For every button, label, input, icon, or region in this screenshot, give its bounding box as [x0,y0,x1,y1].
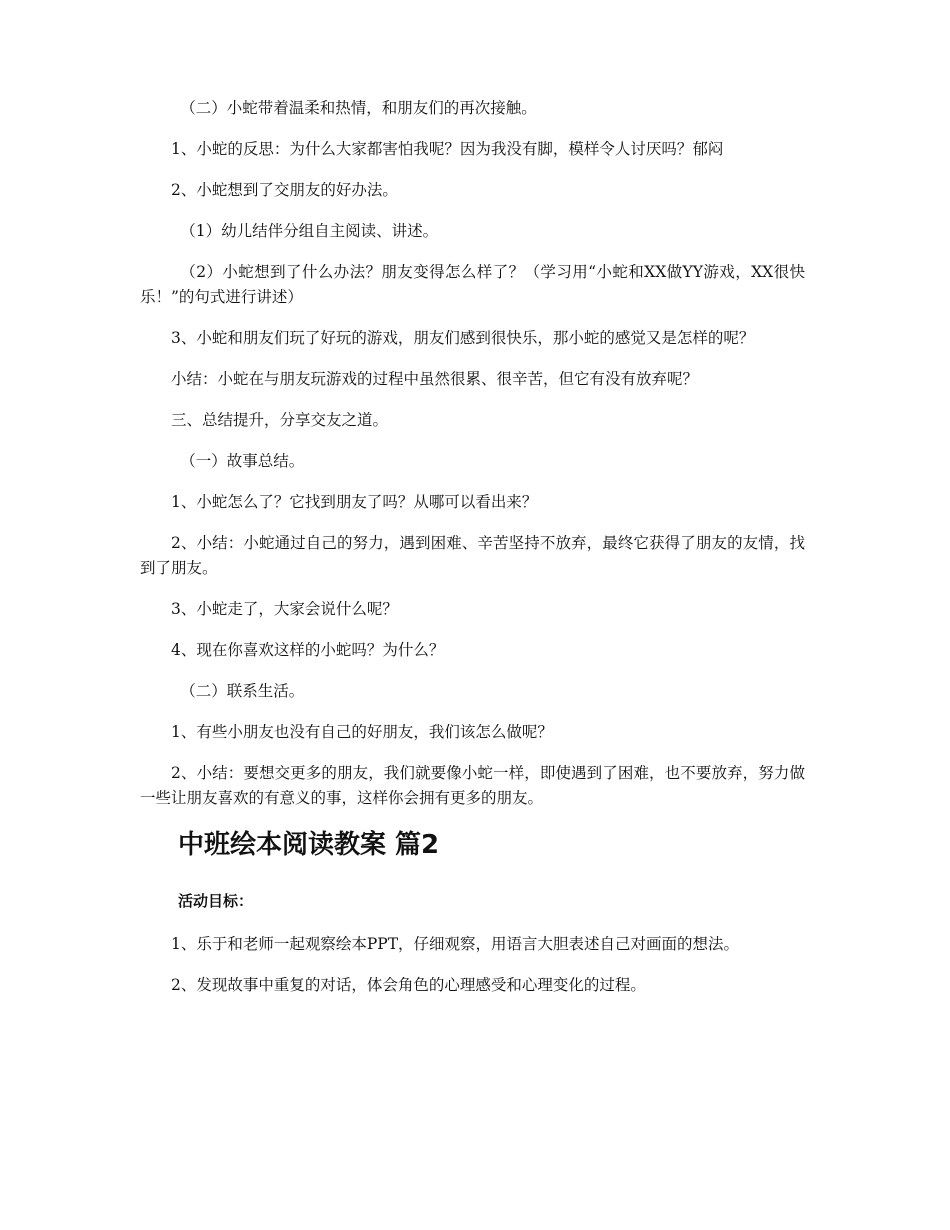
paragraph: 2、小蛇想到了交朋友的好办法。 [171,181,398,199]
paragraph: （二）联系生活。 [180,682,305,700]
goal-item: 2、发现故事中重复的对话，体会角色的心理感受和心理变化的过程。 [171,976,646,994]
paragraph: 3、小蛇走了，大家会说什么呢？ [171,600,398,618]
paragraph: 1、小蛇的反思：为什么大家都害怕我呢？因为我没有脚，模样令人讨厌吗？郁闷 [171,140,724,158]
summary-paragraph: 小结：小蛇在与朋友玩游戏的过程中虽然很累、很辛苦，但它有没有放弃呢？ [171,370,699,388]
paragraph: 3、小蛇和朋友们玩了好玩的游戏，朋友们感到很快乐，那小蛇的感觉又是怎样的呢？ [171,329,755,347]
paragraph: （二）小蛇带着温柔和热情，和朋友们的再次接触。 [180,99,537,117]
paragraph: 1、小蛇怎么了？它找到朋友了吗？从哪可以看出来？ [171,493,538,511]
paragraph: 4、现在你喜欢这样的小蛇吗？为什么？ [171,641,445,659]
goals-label: 活动目标： [178,892,254,910]
paragraph: 2、小结：小蛇通过自己的努力，遇到困难、辛苦坚持不放弃，最终它获得了朋友的友情，找到了朋友。 [140,534,805,577]
document-page [140,96,805,1014]
paragraph: （2）小蛇想到了什么办法？朋友变得怎么样了？（学习用“小蛇和XX做YY游戏，XX很快乐！”的句式进行讲述） [140,263,805,306]
paragraph: 1、有些小朋友也没有自己的好朋友，我们该怎么做呢？ [171,723,553,741]
paragraph: 2、小结：要想交更多的朋友，我们就要像小蛇一样，即使遇到了困难，也不要放弃，努力做一些让朋友喜欢的有意义的事，这样你会拥有更多的朋友。 [140,764,805,807]
paragraph: （1）幼儿结伴分组自主阅读、讲述。 [180,222,439,240]
paragraph: （一）故事总结。 [180,452,305,470]
section-heading: 中班绘本阅读教案 篇2 [178,830,440,860]
section-subheading: 三、总结提升，分享交友之道。 [171,411,389,429]
goal-item: 1、乐于和老师一起观察绘本PPT，仔细观察，用语言大胆表述自己对画面的想法。 [171,935,740,953]
